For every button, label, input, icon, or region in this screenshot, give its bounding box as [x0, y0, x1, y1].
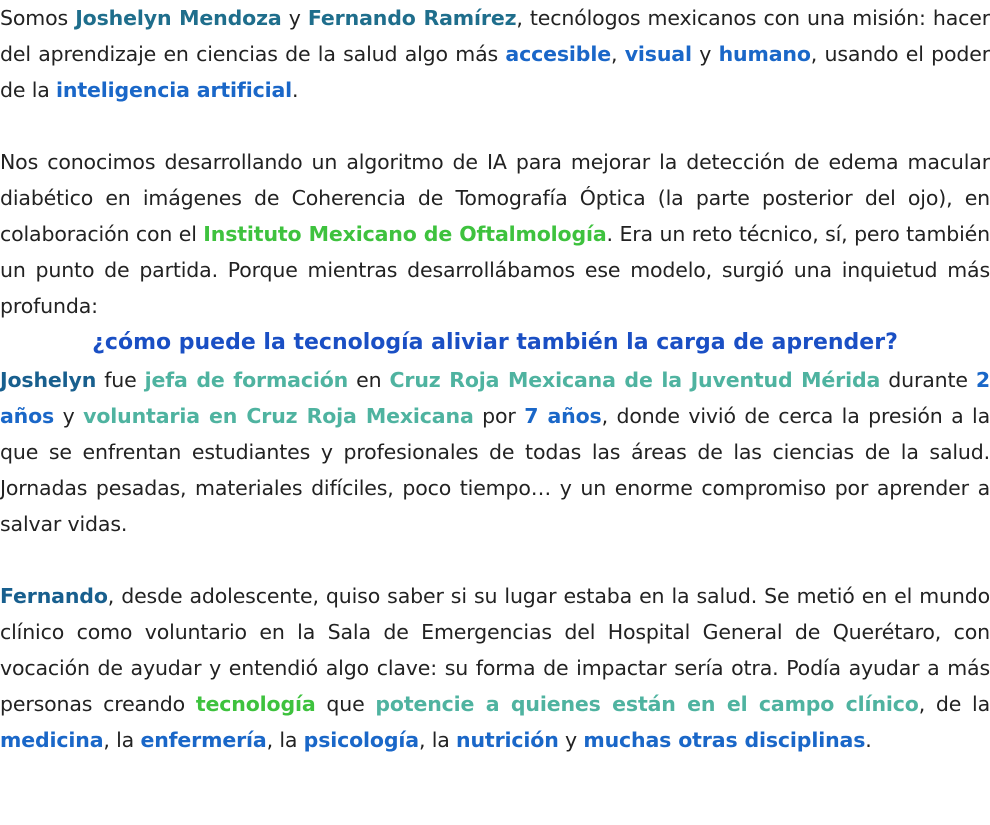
text: por — [473, 404, 525, 428]
keyword-cruz-roja-juventud-merida: Cruz Roja Mexicana de la Juventud Mérida — [389, 368, 881, 392]
keyword-instituto-mexicano-oftalmologia: Instituto Mexicano de Oftalmología — [203, 222, 607, 246]
name-joshelyn-mendoza: Joshelyn Mendoza — [75, 6, 282, 30]
text: . Era un reto técnico, sí, pero también un punto de partida. Porque mientras desarrollábamos ese modelo, surgió una inquietud más profunda: — [0, 222, 990, 318]
name-fernando-ramirez: Fernando Ramírez — [307, 6, 517, 30]
keyword-accesible: accesible — [505, 42, 611, 66]
guiding-question: ¿cómo puede la tecnología aliviar también la carga de aprender? — [92, 330, 898, 355]
text: en — [348, 368, 390, 392]
keyword-psicologia: psicología — [303, 728, 419, 752]
text: , donde vivió de cerca la presión a la que se enfrentan estudiantes y profesionales de todas las áreas de las ciencias de la salud. Jornadas pesadas, materiales difíciles, poco tiempo… y un enorme compromiso por aprender a salvar vidas. — [0, 404, 990, 536]
text: , usando el poder de la — [0, 42, 990, 102]
fernando-paragraph — [0, 578, 990, 758]
text: Nos conocimos desarrollando un algoritmo de IA para mejorar la detección de edema macular diabético en imágenes de Coherencia de Tomografía Óptica (la parte posterior del ojo), en colaboración con el — [0, 150, 990, 246]
text: , desde adolescente, quiso saber si su lugar estaba en la salud. Se metió en el mundo clínico como voluntario en la Sala de Emergencias del Hospital General de Querétaro, con vocación de ayudar y entendió algo clave: su forma de impactar sería otra. Podía ayudar a más personas creando — [0, 584, 990, 716]
intro-paragraph — [0, 0, 990, 108]
text: durante — [880, 368, 976, 392]
text: , la — [103, 728, 141, 752]
text: Somos — [0, 6, 76, 30]
keyword-nutricion: nutrición — [456, 728, 559, 752]
name-fernando: Fernando — [0, 584, 108, 608]
text: . — [292, 78, 299, 102]
text: y — [558, 728, 584, 752]
keyword-7-anos: 7 años — [524, 404, 602, 428]
keyword-voluntaria-cruz-roja: voluntaria en Cruz Roja Mexicana — [83, 404, 474, 428]
keyword-jefa-de-formacion: jefa de formación — [144, 368, 349, 392]
text: , — [610, 42, 625, 66]
text: , la — [266, 728, 304, 752]
joshelyn-paragraph — [0, 362, 990, 542]
text: que — [315, 692, 376, 716]
name-joshelyn: Joshelyn — [0, 368, 97, 392]
keyword-muchas-otras-disciplinas: muchas otras disciplinas — [583, 728, 866, 752]
keyword-tecnologia: tecnología — [195, 692, 316, 716]
text: . — [865, 728, 872, 752]
keyword-enfermeria: enfermería — [140, 728, 267, 752]
keyword-potencie-campo-clinico: potencie a quienes están en el campo clínico — [375, 692, 919, 716]
text: , de la — [918, 692, 990, 716]
text: y — [54, 404, 84, 428]
keyword-visual: visual — [624, 42, 692, 66]
keyword-humano: humano — [718, 42, 811, 66]
keyword-inteligencia-artificial: inteligencia artificial — [56, 78, 293, 102]
text: y — [691, 42, 719, 66]
text: y — [281, 6, 308, 30]
text: , tecnólogos mexicanos con una misión: hacer del aprendizaje en ciencias de la salud algo más — [0, 6, 990, 66]
keyword-medicina: medicina — [0, 728, 104, 752]
text: , la — [418, 728, 457, 752]
text: fue — [96, 368, 145, 392]
origin-paragraph — [0, 144, 990, 324]
keyword-2-anos: 2 años — [0, 368, 990, 428]
